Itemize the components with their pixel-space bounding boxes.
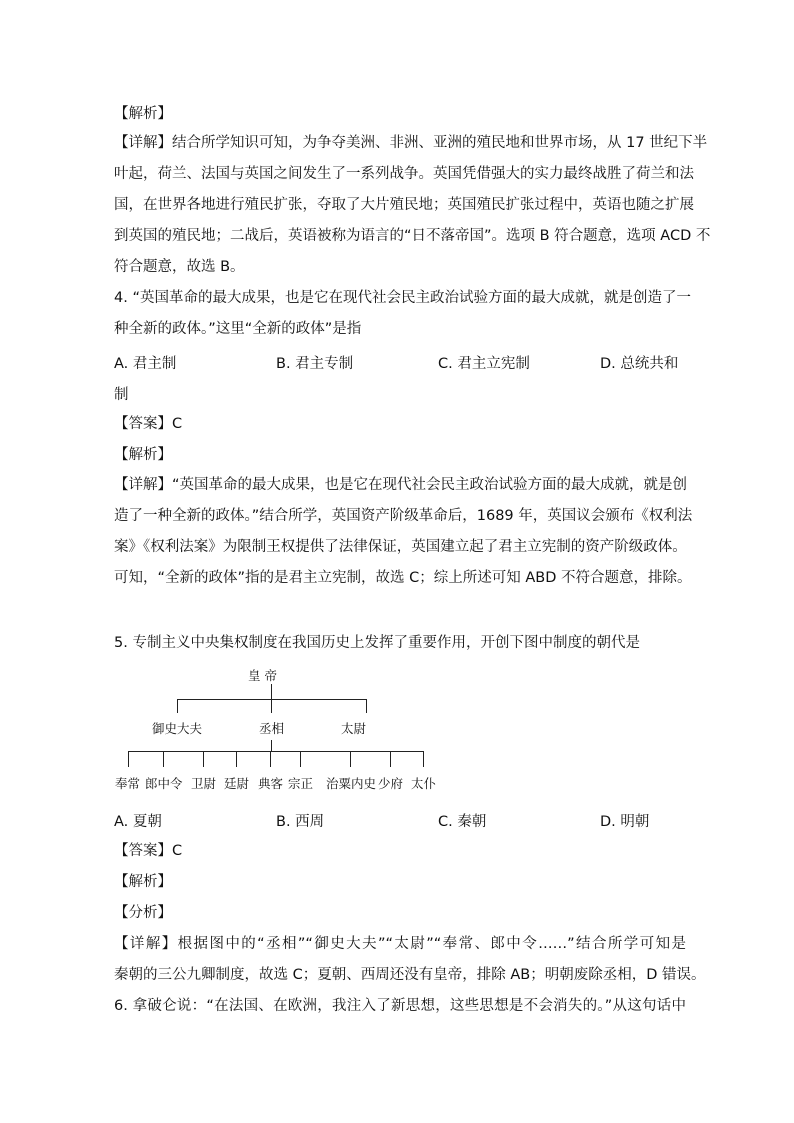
org-connector: [271, 740, 272, 751]
q4-option-d: D. 总统共和: [600, 356, 679, 372]
org-emperor: 皇 帝: [248, 668, 277, 683]
org-jiuqing-zhisuneishi: 治粟内史: [326, 776, 377, 791]
q5-detail-line: 【详解】根据图中的“丞相”“御史大夫”“太尉”“奉常、郎中令……”结合所学可知是: [114, 936, 686, 952]
q4-stem-line: 种全新的政体。”这里“全新的政体”是指: [114, 321, 362, 337]
q5-detail-line: 秦朝的三公九卿制度，故选 C；夏朝、西周还没有皇帝，排除 AB；明朝废除丞相，D 错误。: [114, 967, 706, 983]
org-connector: [128, 751, 129, 767]
q4-option-c: C. 君主立宪制: [438, 356, 530, 372]
q3-detail-line: 到英国的殖民地；二战后，英语被称为语言的“日不落帝国”。选项 B 符合题意，选项 ACD 不: [114, 228, 711, 244]
q5-fenxi-header: 【分析】: [114, 905, 172, 921]
org-connector: [366, 699, 367, 713]
org-connector: [390, 751, 391, 767]
q5-option-a: A. 夏朝: [114, 814, 162, 830]
org-jiuqing-taipu: 太仆: [411, 776, 437, 791]
q6-stem-line: 6. 拿破仑说：“在法国、在欧洲，我注入了新思想，这些思想是不会消失的。”从这句话中: [114, 998, 686, 1014]
org-jiuqing-tingwei: 廷尉: [224, 776, 250, 791]
org-jiuqing-shaofu: 少府: [378, 776, 404, 791]
q4-option-wrap: 制: [114, 387, 129, 403]
org-connector: [423, 751, 424, 767]
org-connector: [177, 699, 367, 700]
q4-detail: [114, 470, 693, 594]
q5-detail: [114, 929, 706, 991]
q4-detail-line: 案》《权利法案》为限制王权提供了法律保证，英国建立起了君主立宪制的资产阶级政体。: [114, 539, 687, 555]
q4-stem: [114, 283, 691, 345]
org-connector: [128, 751, 424, 752]
q5-option-c: C. 秦朝: [438, 814, 487, 830]
org-connector: [163, 751, 164, 767]
q3-detail-line: 符合题意，故选 B。: [114, 259, 245, 275]
org-sangong-yushidafu: 御史大夫: [152, 721, 203, 736]
q4-stem-line: 4. “英国革命的最大成果，也是它在现代社会民主政治试验方面的最大成就，就是创造了一: [114, 290, 691, 306]
q5-option-b: B. 西周: [276, 814, 325, 830]
q3-analysis-header: 【解析】: [114, 106, 172, 122]
org-jiuqing-fengchang: 奉常: [115, 776, 141, 791]
org-connector: [271, 699, 272, 713]
org-jiuqing-dianke: 典客: [258, 776, 284, 791]
org-sangong-taiwei: 太尉: [341, 721, 367, 736]
q4-detail-line: 造了一种全新的政体。”结合所学，英国资产阶级革命后，1689 年，英国议会颁布《权利法: [114, 508, 693, 524]
org-jiuqing-langzhongling: 郎中令: [145, 776, 183, 791]
q4-option-b: B. 君主专制: [276, 356, 354, 372]
q4-option-a: A. 君主制: [114, 356, 177, 372]
q3-detail-line: 【详解】结合所学知识可知，为争夺美洲、非洲、亚洲的殖民地和世界市场，从 17 世纪下半: [114, 135, 708, 151]
q3-detail: [114, 128, 711, 283]
org-sangong-chengxiang: 丞相: [259, 721, 285, 736]
q4-analysis-header: 【解析】: [114, 447, 172, 463]
org-connector: [271, 684, 272, 699]
org-jiuqing-weiwei: 卫尉: [191, 776, 217, 791]
q5-stem: 5. 专制主义中央集权制度在我国历史上发挥了重要作用，开创下图中制度的朝代是: [114, 635, 640, 651]
q5-answer: 【答案】C: [114, 843, 183, 859]
q4-answer: 【答案】C: [114, 416, 183, 432]
q3-detail-line: 国，在世界各地进行殖民扩张，夺取了大片殖民地；英国殖民扩张过程中，英语也随之扩展: [114, 197, 694, 213]
q6-stem: [114, 991, 686, 1022]
q4-detail-line: 【详解】“英国革命的最大成果，也是它在现代社会民主政治试验方面的最大成就，就是创: [114, 477, 688, 493]
org-jiuqing-zongzheng: 宗正: [288, 776, 314, 791]
org-connector: [177, 699, 178, 713]
org-connector: [350, 751, 351, 767]
q5-analysis-header: 【解析】: [114, 874, 172, 890]
org-connector: [203, 751, 204, 767]
org-connector: [270, 751, 271, 767]
q5-option-d: D. 明朝: [600, 814, 650, 830]
org-connector: [300, 751, 301, 767]
org-connector: [236, 751, 237, 767]
q4-detail-line: 可知，“全新的政体”指的是君主立宪制，故选 C；综上所述可知 ABD 不符合题意，排除。: [114, 570, 692, 586]
q3-detail-line: 叶起，荷兰、法国与英国之间发生了一系列战争。英国凭借强大的实力最终战胜了荷兰和法: [114, 166, 694, 182]
